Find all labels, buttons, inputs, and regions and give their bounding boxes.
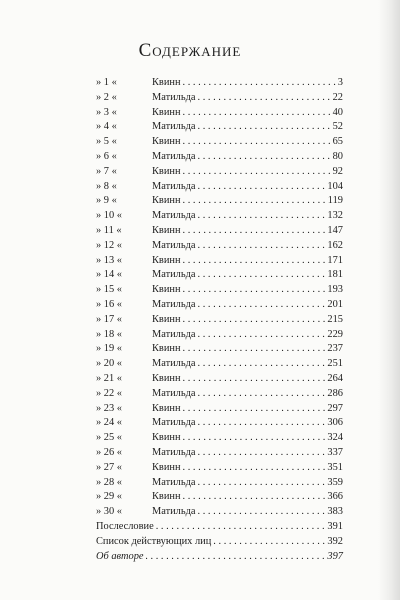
chapter-number: » 23 « [96,402,122,414]
chapter-number: » 22 « [96,387,122,399]
dot-leader [183,135,331,150]
dot-leader [198,387,326,402]
dot-leader [198,476,326,491]
toc-entry-back-matter-2 [96,535,343,550]
chapter-number: » 9 « [96,195,117,207]
page-number: 52 [332,121,343,133]
dot-leader [183,283,326,298]
dot-leader [198,328,326,343]
toc-entry-chapter-7 [96,165,343,180]
chapter-number: » 29 « [96,491,122,503]
page-number: 237 [327,343,343,355]
toc-entry-chapter-4 [96,120,343,135]
toc-entry-chapter-10 [96,209,343,224]
toc-entry-chapter-3 [96,106,343,121]
page-title: Содержание [138,40,242,61]
chapter-number: » 1 « [96,77,117,88]
toc-entry-chapter-6 [96,150,343,165]
dot-leader [183,342,326,357]
chapter-narrator: Квинн [152,106,181,118]
page-number: 337 [327,446,343,458]
chapter-narrator: Матильда [152,121,196,133]
toc-entry-chapter-9 [96,194,343,209]
chapter-number: » 28 « [96,476,122,488]
chapter-narrator: Квинн [152,165,181,177]
page-number: 40 [332,106,343,118]
dot-leader [198,268,326,283]
page-number: 147 [327,224,343,236]
dot-leader [213,535,325,550]
chapter-narrator: Матильда [152,417,196,429]
chapter-narrator: Матильда [152,387,196,399]
page-number: 119 [327,195,343,207]
dot-leader [183,106,331,121]
dot-leader [183,165,331,180]
chapter-number: » 5 « [96,136,117,148]
toc-entry-back-matter-1 [96,520,343,535]
chapter-number: » 25 « [96,432,122,444]
chapter-narrator: Квинн [152,224,181,236]
chapter-number: » 10 « [96,210,122,222]
page-number: 286 [327,387,343,399]
page-number: 366 [327,491,343,503]
page-number: 215 [327,313,343,325]
chapter-number: » 8 « [96,180,117,192]
chapter-narrator: Матильда [152,239,196,251]
chapter-narrator: Матильда [152,506,196,518]
chapter-number: » 15 « [96,284,122,296]
chapter-number: » 24 « [96,417,122,429]
chapter-narrator: Матильда [152,328,196,340]
chapter-narrator: Квинн [152,402,181,414]
toc-entry-chapter-26 [96,446,343,461]
chapter-narrator: Матильда [152,91,196,103]
toc-entry-chapter-18 [96,328,343,343]
toc-entry-chapter-17 [96,313,343,328]
chapter-number: » 11 « [96,224,122,236]
section-title: Послесловие [96,520,154,532]
page-number: 22 [332,91,343,103]
dot-leader [183,490,326,505]
page-number: 104 [327,180,343,192]
chapter-narrator: Квинн [152,77,181,88]
page-edge-shadow [378,0,400,600]
page-number: 297 [327,402,343,414]
toc-entry-chapter-20 [96,357,343,372]
toc-entry-chapter-27 [96,461,343,476]
chapter-number: » 26 « [96,446,122,458]
dot-leader [198,91,331,106]
page-number: 306 [327,417,343,429]
chapter-narrator: Матильда [152,180,196,192]
section-title: Об авторе [96,550,144,562]
dot-leader [183,461,326,476]
dot-leader [198,209,326,224]
toc-entry-chapter-5 [96,135,343,150]
chapter-narrator: Квинн [152,195,181,207]
chapter-narrator: Квинн [152,461,181,473]
page-number: 181 [327,269,343,281]
chapter-narrator: Квинн [152,313,181,325]
chapter-number: » 17 « [96,313,122,325]
page-number: 324 [327,432,343,444]
dot-leader [183,431,326,446]
chapter-narrator: Квинн [152,432,181,444]
toc-entry-chapter-2 [96,91,343,106]
dot-leader [198,120,331,135]
chapter-number: » 19 « [96,343,122,355]
dot-leader [183,76,336,91]
page-number: 92 [332,165,343,177]
dot-leader [198,239,326,254]
chapter-narrator: Матильда [152,358,196,370]
chapter-narrator: Матильда [152,476,196,488]
dot-leader [183,224,326,239]
page-number: 229 [327,328,343,340]
dot-leader [198,357,326,372]
chapter-number: » 16 « [96,298,122,310]
chapter-narrator: Матильда [152,210,196,222]
page-number: 351 [327,461,343,473]
dot-leader [198,416,326,431]
chapter-narrator: Матильда [152,150,196,162]
chapter-narrator: Квинн [152,136,181,148]
page-number: 171 [327,254,343,266]
chapter-number: » 14 « [96,269,122,281]
toc-entry-chapter-16 [96,298,343,313]
toc-entry-chapter-25 [96,431,343,446]
toc-entry-chapter-21 [96,372,343,387]
toc-entry-chapter-29 [96,490,343,505]
dot-leader [156,520,326,535]
chapter-narrator: Квинн [152,254,181,266]
toc-entry-back-matter-3 [96,550,343,565]
toc-entry-chapter-15 [96,283,343,298]
chapter-number: » 7 « [96,165,117,177]
chapter-number: » 6 « [96,150,117,162]
chapter-number: » 27 « [96,461,122,473]
dot-leader [183,402,326,417]
toc-entry-chapter-28 [96,476,343,491]
section-title: Список действующих лиц [96,535,212,547]
page-number: 359 [327,476,343,488]
page-number: 65 [332,136,343,148]
chapter-narrator: Квинн [152,372,181,384]
chapter-number: » 4 « [96,121,117,133]
dot-leader [198,446,326,461]
page-number: 391 [327,520,343,532]
toc-entry-chapter-24 [96,416,343,431]
dot-leader [183,313,326,328]
toc-entry-chapter-14 [96,268,343,283]
dot-leader [198,298,326,313]
chapter-narrator: Квинн [152,491,181,503]
page-number: 251 [327,358,343,370]
table-of-contents [96,76,343,564]
page-number: 264 [327,372,343,384]
page-number: 132 [327,210,343,222]
chapter-narrator: Квинн [152,284,181,296]
chapter-number: » 18 « [96,328,122,340]
dot-leader [183,254,326,269]
page-number: 383 [327,506,343,518]
dot-leader [198,150,331,165]
toc-entry-chapter-12 [96,239,343,254]
toc-entry-chapter-22 [96,387,343,402]
dot-leader [198,180,326,195]
chapter-number: » 3 « [96,106,117,118]
chapter-number: » 12 « [96,239,122,251]
page-number: 397 [327,550,343,562]
toc-entry-chapter-11 [96,224,343,239]
chapter-number: » 30 « [96,506,122,518]
chapter-number: » 13 « [96,254,122,266]
page-number: 193 [327,284,343,296]
toc-entry-chapter-19 [96,342,343,357]
toc-entry-chapter-13 [96,254,343,269]
page-number: 3 [337,77,343,88]
toc-entry-chapter-30 [96,505,343,520]
chapter-narrator: Квинн [152,343,181,355]
dot-leader [146,550,326,565]
dot-leader [183,194,326,209]
toc-entry-chapter-8 [96,180,343,195]
chapter-number: » 2 « [96,91,117,103]
dot-leader [183,372,326,387]
chapter-narrator: Матильда [152,298,196,310]
page-number: 201 [327,298,343,310]
chapter-number: » 20 « [96,358,122,370]
toc-entry-chapter-1 [96,76,343,91]
chapter-number: » 21 « [96,372,122,384]
dot-leader [198,505,326,520]
toc-entry-chapter-23 [96,402,343,417]
page-number: 80 [332,150,343,162]
chapter-narrator: Матильда [152,269,196,281]
page-number: 392 [327,535,343,547]
page-number: 162 [327,239,343,251]
chapter-narrator: Матильда [152,446,196,458]
